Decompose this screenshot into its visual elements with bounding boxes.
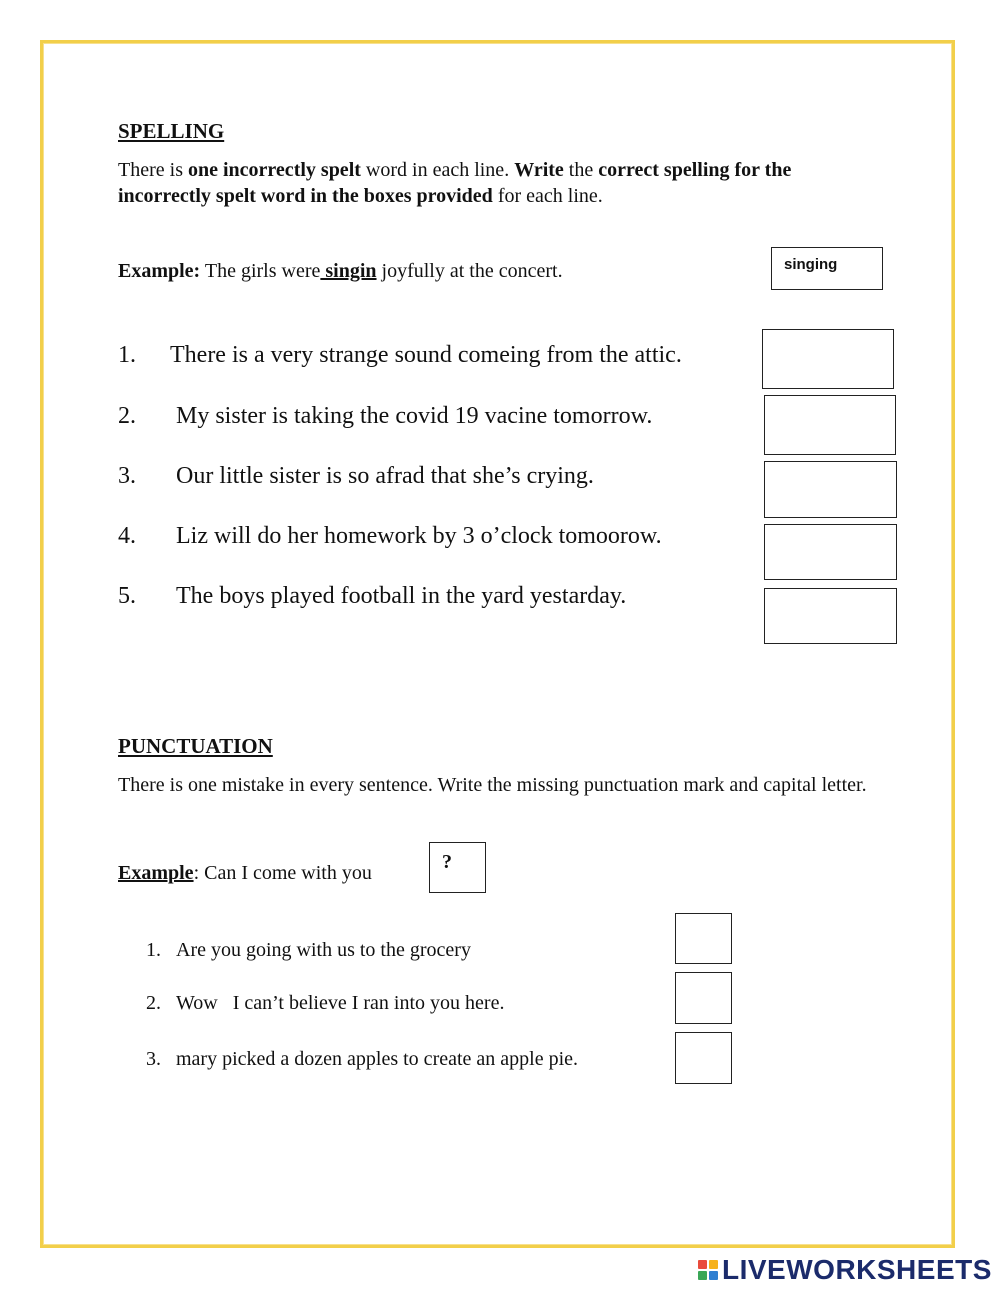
liveworksheets-logo-icon	[698, 1260, 718, 1280]
spelling-example-answer-box: singing	[771, 247, 883, 290]
logo-text: LIVEWORKSHEETS	[722, 1254, 992, 1285]
spelling-answer-box-4[interactable]	[764, 524, 897, 580]
punctuation-answer-box-1[interactable]	[675, 913, 732, 964]
example-misspelt-word: singin	[320, 260, 377, 282]
punctuation-item-1: 1. Are you going with us to the grocery	[146, 939, 471, 961]
spelling-heading: SPELLING	[118, 119, 225, 143]
spelling-example: Example: The girls were singin joyfully at the concert.	[118, 260, 563, 282]
spelling-instructions: There is one incorrectly spelt word in each line. Write the correct spelling for the incorrectly spelt word in the boxes provided for each line.	[118, 159, 792, 207]
spelling-item-4: 4. Liz will do her homework by 3 o’clock tomoorow.	[118, 523, 662, 549]
punctuation-item-3: 3. mary picked a dozen apples to create an apple pie.	[146, 1048, 579, 1070]
spelling-item-1: 1. There is a very strange sound comeing from the attic.	[118, 342, 682, 368]
punctuation-heading: PUNCTUATION	[118, 734, 273, 758]
spelling-item-3: 3. Our little sister is so afrad that she’s crying.	[118, 463, 594, 489]
punctuation-answer-box-2[interactable]	[675, 972, 732, 1024]
punctuation-instructions: There is one mistake in every sentence. Write the missing punctuation mark and capital letter.	[118, 774, 867, 796]
spelling-answer-box-2[interactable]	[764, 395, 896, 455]
punctuation-answer-box-3[interactable]	[675, 1032, 732, 1084]
punctuation-item-2: 2. Wow I can’t believe I ran into you here.	[146, 992, 505, 1014]
spelling-item-5: 5. The boys played football in the yard yestarday.	[118, 583, 627, 609]
liveworksheets-logo[interactable]	[698, 1256, 992, 1284]
spelling-answer-box-1[interactable]	[762, 329, 894, 389]
punctuation-example-answer-box: ?	[429, 842, 486, 893]
spelling-answer-box-5[interactable]	[764, 588, 897, 644]
punctuation-example: Example: Can I come with you	[118, 862, 372, 884]
spelling-item-2: 2. My sister is taking the covid 19 vacine tomorrow.	[118, 403, 653, 429]
spelling-answer-box-3[interactable]	[764, 461, 897, 518]
